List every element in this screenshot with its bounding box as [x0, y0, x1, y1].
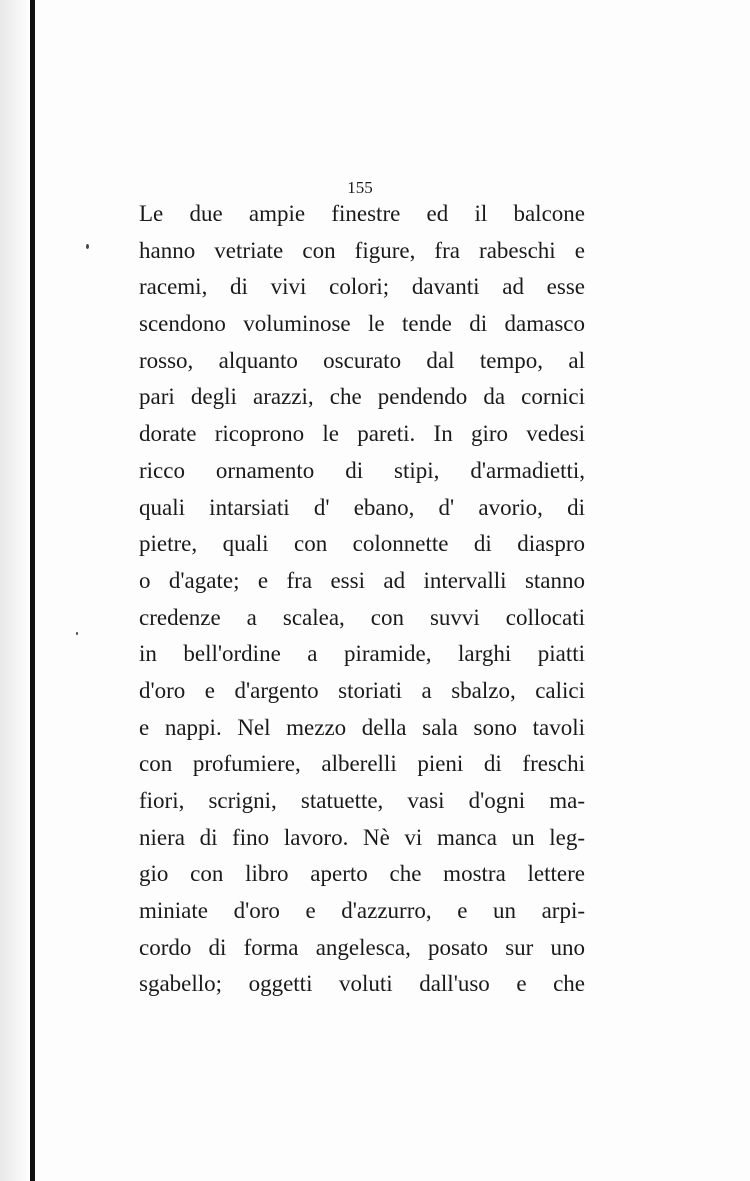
text-line: niera di fino lavoro. Nè vi manca un leg-: [139, 824, 585, 850]
text-line: quali intarsiati d' ebano, d' avorio, di: [139, 494, 585, 520]
text-line: pietre, quali con colonnette di diaspro: [139, 531, 585, 557]
text-line: e nappi. Nel mezzo della sala sono tavoli: [139, 714, 585, 740]
ink-speck: [76, 632, 78, 635]
text-line: pari degli arazzi, che pendendo da cornici: [139, 384, 585, 410]
text-line: fiori, scrigni, statuette, vasi d'ogni ma-: [139, 788, 585, 813]
ink-speck: [86, 244, 89, 249]
text-line: dorate ricoprono le pareti. In giro vedesi: [139, 421, 585, 447]
text-line: hanno vetriate con figure, fra rabeschi e: [139, 237, 585, 263]
page-number: 155: [347, 178, 373, 197]
text-line: scendono voluminose le tende di damasco: [139, 311, 585, 337]
text-line: gio con libro aperto che mostra lettere: [139, 861, 585, 887]
text-line: in bell'ordine a piramide, larghi piatti: [139, 641, 585, 667]
text-line: cordo di forma angelesca, posato sur uno: [139, 934, 585, 960]
text-line: d'oro e d'argento storiati a sbalzo, calici: [139, 677, 585, 703]
text-line: racemi, di vivi colori; davanti ad esse: [139, 274, 585, 300]
text-line: miniate d'oro e d'azzurro, e un arpi-: [139, 898, 585, 924]
text-line: o d'agate; e fra essi ad intervalli stanno: [139, 567, 585, 593]
text-line: Le due ampie finestre ed il balcone: [139, 201, 585, 226]
body-text: [139, 196, 585, 1003]
text-line: credenze a scalea, con suvvi collocati: [139, 604, 585, 630]
text-line: rosso, alquanto oscurato dal tempo, al: [139, 347, 585, 373]
text-line: sgabello; oggetti voluti dall'uso e che: [139, 971, 585, 997]
text-line: con profumiere, alberelli pieni di freschi: [139, 751, 585, 777]
text-line: ricco ornamento di stipi, d'armadietti,: [139, 457, 585, 483]
